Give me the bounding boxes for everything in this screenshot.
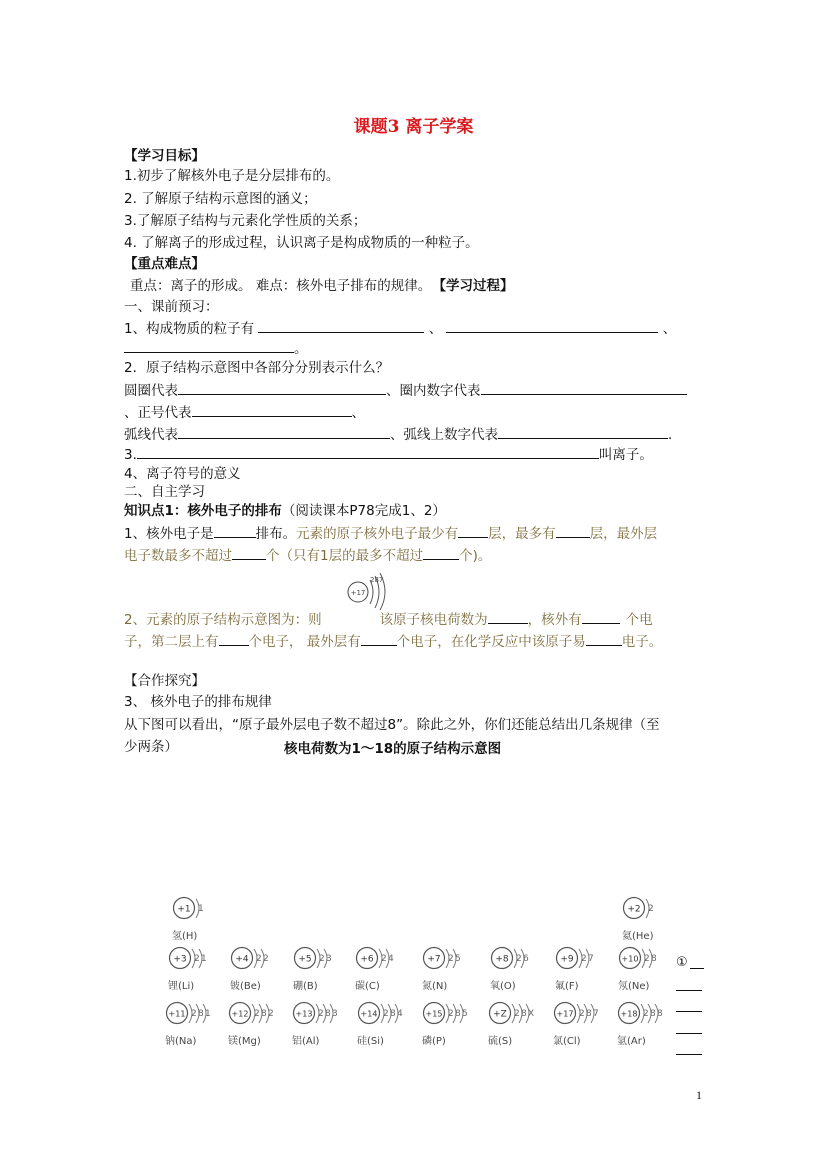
kp1-title: 知识点1：核外电子的排布 [124, 503, 282, 519]
q2-sign-blank[interactable] [192, 402, 352, 417]
s2-line-1 [124, 609, 653, 630]
q1-sep-1: 、 [428, 321, 443, 337]
s2-g: 个电子，在化学反应中该原子易 [396, 634, 586, 650]
coop-question: 3、 核外电子的排布规律 [124, 694, 272, 710]
goal-2: 2. 了解原子结构示意图的涵义； [124, 191, 317, 207]
atom-structure-icon [553, 998, 613, 1030]
atom-chart-title: 核电荷数为1～18的原子结构示意图 [284, 741, 502, 757]
atom-structure-icon [168, 943, 228, 975]
electron-shell-count: 8 [325, 1009, 331, 1019]
example-atom-nucleus: +17 [350, 589, 366, 597]
self-heading: 二、自主学习 [124, 484, 205, 500]
element-name-label: 氧(O) [490, 981, 516, 992]
atom-nucleus-charge: +3 [173, 954, 187, 965]
q2-arc-end: . [668, 427, 673, 443]
atom-structure-icon [355, 943, 415, 975]
q2-circle-blank[interactable] [178, 380, 386, 395]
atom-nucleus-charge: +2 [627, 904, 641, 915]
electron-shell-count: 8 [650, 1009, 656, 1019]
electron-shell-count: 2 [263, 954, 269, 964]
q2-line-3 [124, 424, 672, 445]
element-name-label: 镁(Mg) [228, 1036, 261, 1047]
q3-blank[interactable] [137, 444, 599, 459]
electron-shell-count: 8 [657, 1009, 663, 1019]
element-name-label: 硼(B) [293, 981, 318, 992]
page-title: 课题3 离子学案 [353, 117, 474, 137]
q2-circle-label: 圆圈代表 [124, 383, 178, 399]
s1-g: 个（只有1层的最多不超过 [266, 548, 424, 564]
atom-structure-icon [622, 893, 682, 925]
q1-sep-2: 、 [662, 321, 677, 337]
answer-line-1[interactable] [690, 968, 704, 969]
electron-shell-count: X [528, 1009, 535, 1019]
s1-blank-5[interactable] [423, 545, 459, 560]
q1-end: 。 [294, 341, 308, 357]
electron-shell-count: 6 [523, 954, 529, 964]
electron-shell-count: 2 [648, 904, 654, 914]
s2-blank-4[interactable] [361, 631, 397, 646]
electron-shell-count: 2 [581, 954, 587, 964]
q1-label: 1、构成物质的粒子有 [124, 321, 255, 337]
s1-e: 层，最外层 [589, 526, 658, 542]
coop-text-1: 从下图可以看出，“原子最外层电子数不超过8”。除此之外，你们还能总结出几条规律（至 [124, 717, 660, 733]
s2-a: 2、元素的原子结构示意图为：则 [124, 612, 322, 628]
q2-inner-label: 、圈内数字代表 [386, 383, 481, 399]
electron-shell-count: 3 [326, 954, 332, 964]
electron-shell-count: 8 [198, 1009, 204, 1019]
electron-shell-count: 2 [514, 1009, 520, 1019]
goal-4: 4. 了解离子的形成过程，认识离子是构成物质的一种粒子。 [124, 235, 479, 251]
q2-line-2 [124, 402, 365, 423]
s1-a: 1、核外电子是 [124, 526, 214, 542]
s2-h: 电子。 [621, 634, 663, 650]
s2-b: 该原子核电荷数为 [379, 612, 488, 628]
electron-shell-count: 2 [254, 1009, 260, 1019]
electron-shell-count: 8 [651, 954, 657, 964]
goal-3: 3.了解原子结构与元素化学性质的关系； [124, 213, 367, 229]
example-atom-shells: 287 [370, 576, 384, 584]
kp1-line [124, 501, 446, 521]
electron-shell-count: 2 [318, 1009, 324, 1019]
atom-diagram [617, 998, 697, 1046]
atom-diagram [622, 893, 702, 941]
electron-shell-count: 2 [516, 954, 522, 964]
s1-h: 个)。 [459, 548, 492, 564]
atom-structure-icon [490, 943, 550, 975]
element-name-label: 氮(N) [422, 981, 448, 992]
s2-blank-1[interactable] [488, 609, 528, 624]
q3-start: 3. [124, 447, 137, 463]
answer-mark: ① [676, 955, 688, 970]
atom-structure-icon [555, 943, 615, 975]
electron-shell-count: 2 [643, 1009, 649, 1019]
q2-arcnum-blank[interactable] [498, 424, 668, 439]
atom-structure-icon [228, 998, 288, 1030]
q1-blank-2[interactable] [446, 318, 658, 333]
page-number: 1 [696, 1088, 702, 1102]
s1-blank-1[interactable] [214, 523, 256, 538]
atom-nucleus-charge: +12 [231, 1009, 249, 1019]
s2-c: ，核外有 [527, 612, 582, 628]
s1-c: 元素的原子核外电子最少有 [296, 526, 459, 542]
electron-shell-count: 8 [521, 1009, 527, 1019]
q2-line-1 [124, 380, 687, 401]
electron-shell-count: 8 [586, 1009, 592, 1019]
coop-text-2: 少两条） [124, 739, 178, 755]
coop-heading: 【合作探究】 [124, 673, 205, 689]
electron-shell-count: 1 [201, 954, 207, 964]
s2-blank-3[interactable] [219, 631, 249, 646]
element-name-label: 氦(He) [622, 931, 654, 942]
element-name-label: 铝(Al) [292, 1036, 320, 1047]
atom-nucleus-charge: +13 [295, 1009, 313, 1019]
q2-inner-blank[interactable] [481, 380, 687, 395]
q1-blank-3[interactable] [124, 338, 294, 353]
answer-line-2[interactable] [676, 990, 702, 991]
electron-shell-count: 8 [261, 1009, 267, 1019]
atom-nucleus-charge: +10 [621, 954, 639, 964]
atom-nucleus-charge: +1 [177, 904, 191, 915]
atom-structure-icon [617, 998, 677, 1030]
element-name-label: 钠(Na) [165, 1036, 197, 1047]
q2-arcnum-label: 、弧线上数字代表 [390, 427, 498, 443]
answer-line-3[interactable] [676, 1011, 702, 1012]
s1-blank-3[interactable] [556, 523, 590, 538]
electron-shell-count: 2 [191, 1009, 197, 1019]
s2-line-2 [124, 631, 662, 652]
atom-nucleus-charge: +15 [425, 1009, 443, 1019]
electron-shell-count: 2 [319, 954, 325, 964]
electron-shell-count: 1 [205, 1009, 211, 1019]
atom-nucleus-charge: +8 [495, 954, 509, 965]
atom-nucleus-charge: +Z [493, 1009, 507, 1020]
electron-shell-count: 8 [455, 1009, 461, 1019]
preview-heading: 一、课前预习： [124, 299, 219, 315]
answer-line-4[interactable] [676, 1033, 702, 1034]
atom-structure-icon [165, 998, 225, 1030]
s1-line-1 [124, 523, 657, 544]
key-line [130, 276, 514, 296]
key-text: 重点：离子的形成。 难点：核外电子排布的规律。 [130, 278, 432, 294]
q3-line [124, 444, 653, 465]
electron-shell-count: 7 [588, 954, 594, 964]
q1-line-2 [124, 338, 308, 359]
s2-e: 子，第二层上有 [124, 634, 219, 650]
atom-nucleus-charge: +18 [620, 1009, 638, 1019]
atom-nucleus-charge: +9 [560, 954, 574, 965]
electron-shell-count: 2 [256, 954, 262, 964]
goals-heading: 【学习目标】 [124, 148, 205, 164]
atom-structure-icon [293, 943, 353, 975]
s1-b: 排布。 [255, 526, 297, 542]
element-name-label: 氖(Ne) [618, 981, 650, 992]
element-name-label: 氩(Ar) [617, 1036, 646, 1047]
atom-nucleus-charge: +6 [360, 954, 374, 965]
q2-arc-blank[interactable] [178, 424, 390, 439]
key-heading: 【重点难点】 [124, 256, 205, 272]
atom-structure-icon [618, 943, 678, 975]
electron-shell-count: 5 [462, 1009, 468, 1019]
electron-shell-count: 7 [593, 1009, 599, 1019]
atom-diagram [172, 893, 252, 941]
goal-1: 1.初步了解核外电子是分层排布的。 [124, 168, 340, 184]
kp1-note: （阅读课本P78完成1、2） [281, 503, 446, 519]
s2-f: 个电子， 最外层有 [248, 634, 361, 650]
atom-structure-icon [357, 998, 417, 1030]
q2-question: 2．原子结构示意图中各部分分别表示什么？ [124, 360, 390, 376]
s1-blank-4[interactable] [232, 545, 266, 560]
answer-line-5[interactable] [676, 1054, 702, 1055]
s2-blank-2[interactable] [582, 609, 620, 624]
element-name-label: 碳(C) [355, 981, 380, 992]
atom-structure-icon [230, 943, 290, 975]
atom-nucleus-charge: +17 [556, 1009, 574, 1019]
electron-shell-count: 2 [383, 1009, 389, 1019]
electron-shell-count: 2 [448, 1009, 454, 1019]
s2-d: 个电 [625, 612, 653, 628]
atom-structure-icon [172, 893, 232, 925]
q2-sign-end: 、 [351, 405, 365, 421]
element-name-label: 氢(H) [172, 931, 198, 942]
element-name-label: 磷(P) [422, 1036, 446, 1047]
q3-end: 叫离子。 [598, 447, 653, 463]
electron-shell-count: 4 [397, 1009, 403, 1019]
element-name-label: 氯(Cl) [553, 1036, 581, 1047]
electron-shell-count: 2 [644, 954, 650, 964]
s1-line-2 [124, 545, 491, 566]
s2-blank-5[interactable] [586, 631, 622, 646]
atom-structure-icon [292, 998, 352, 1030]
atom-nucleus-charge: +11 [168, 1009, 186, 1019]
q4-line: 4、离子符号的意义 [124, 466, 241, 482]
atom-structure-icon [488, 998, 548, 1030]
element-name-label: 硅(Si) [357, 1036, 384, 1047]
element-name-label: 氟(F) [555, 981, 579, 992]
electron-shell-count: 2 [448, 954, 454, 964]
electron-shell-count: 2 [268, 1009, 274, 1019]
process-heading: 【学习过程】 [439, 278, 514, 294]
atom-nucleus-charge: +4 [235, 954, 249, 965]
element-name-label: 硫(S) [488, 1036, 513, 1047]
electron-shell-count: 3 [332, 1009, 338, 1019]
q2-sign-label: 、正号代表 [124, 405, 192, 421]
electron-shell-count: 1 [198, 904, 204, 914]
s1-d: 层，最多有 [488, 526, 556, 542]
element-name-label: 铍(Be) [230, 981, 261, 992]
example-atom-diagram [346, 570, 396, 610]
s1-blank-2[interactable] [458, 523, 488, 538]
electron-shell-count: 4 [388, 954, 394, 964]
electron-shell-count: 5 [455, 954, 461, 964]
s1-f: 电子数最多不超过 [124, 548, 232, 564]
element-name-label: 锂(Li) [168, 981, 195, 992]
atom-nucleus-charge: +5 [298, 954, 312, 965]
q1-line [124, 318, 676, 339]
q1-blank-1[interactable] [258, 318, 424, 333]
electron-shell-count: 8 [390, 1009, 396, 1019]
atom-structure-icon [422, 943, 482, 975]
atom-structure-icon [422, 998, 482, 1030]
electron-shell-count: 2 [194, 954, 200, 964]
electron-shell-count: 2 [381, 954, 387, 964]
atom-nucleus-charge: +14 [360, 1009, 378, 1019]
atom-nucleus-charge: +7 [427, 954, 441, 965]
electron-shell-count: 2 [579, 1009, 585, 1019]
q2-arc-label: 弧线代表 [124, 427, 178, 443]
